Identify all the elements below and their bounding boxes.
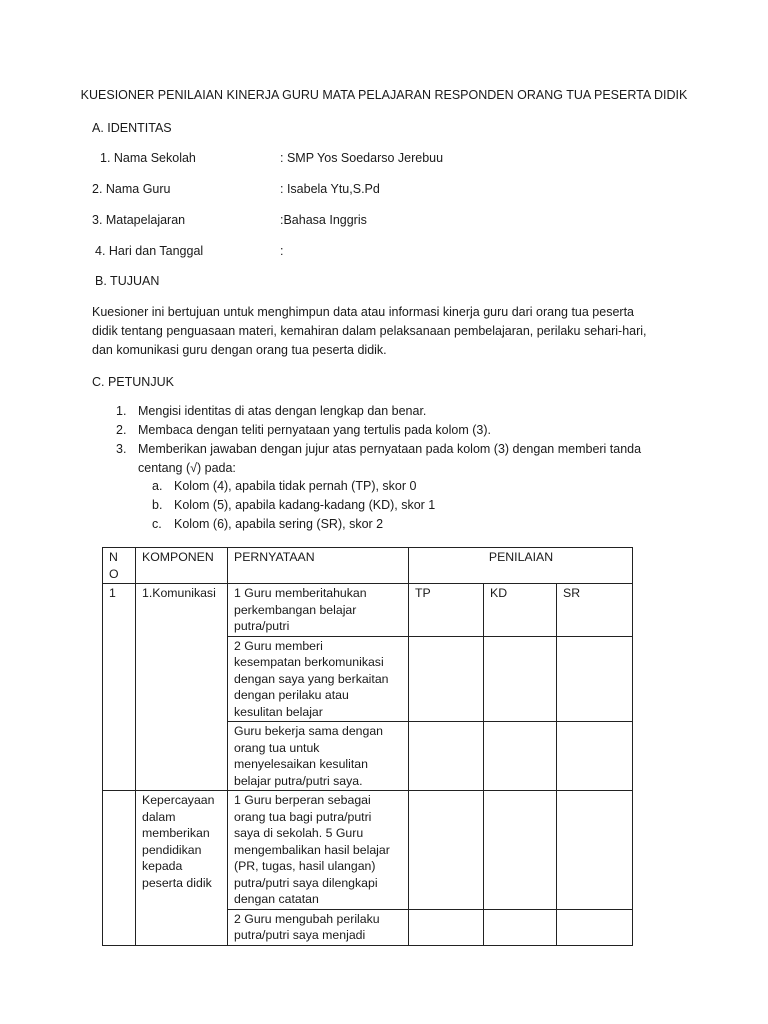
cell-no: 1 <box>103 584 136 791</box>
pernyataan-line: saya di sekolah. 5 Guru <box>234 826 364 840</box>
subitem-text: Kolom (5), apabila kadang-kadang (KD), skor 1 <box>174 498 436 512</box>
table-row <box>103 584 633 637</box>
cell-scale-tp: TP <box>409 584 484 637</box>
komponen-line: peserta didik <box>142 875 212 890</box>
pernyataan-line: 2 Guru memberi <box>234 638 323 653</box>
identitas-value-mapel: :Bahasa Inggris <box>280 213 367 227</box>
subitem-letter: c. <box>152 517 162 531</box>
identitas-value-tanggal: : <box>280 244 284 258</box>
komponen-line: pendidikan <box>142 842 202 857</box>
cell-answer-tp[interactable] <box>409 909 484 945</box>
pernyataan-line: 1 Guru berperan sebagai <box>234 793 371 807</box>
pernyataan-line: Guru bekerja sama dengan <box>234 724 384 738</box>
identitas-label-tanggal: 4. Hari dan Tanggal <box>95 244 204 258</box>
petunjuk-item-text: Membaca dengan teliti pernyataan yang tertulis pada kolom (3). <box>138 423 491 437</box>
cell-pernyataan <box>228 722 409 791</box>
pernyataan-line: menyelesaikan kesulitan <box>234 757 368 771</box>
pernyataan-line: dengan perilaku atau <box>234 688 349 702</box>
komponen-line: memberikan <box>142 826 210 840</box>
cell-scale-kd: KD <box>484 584 557 637</box>
identitas-label-guru: 2. Nama Guru <box>92 182 171 196</box>
petunjuk-item-text: Mengisi identitas di atas dengan lengkap dan benar. <box>138 404 427 418</box>
pernyataan-line: kesulitan belajar <box>234 704 323 719</box>
cell-pernyataan <box>228 636 409 722</box>
identitas-label-mapel: 3. Matapelajaran <box>92 213 186 227</box>
cell-pernyataan <box>228 909 409 945</box>
komponen-line: kepada <box>142 859 183 873</box>
cell-answer-kd[interactable] <box>484 636 557 722</box>
tujuan-paragraph-line-2: didik tentang penguasaan materi, kemahiran dalam pelaksanaan pembelajaran, perilaku sehari-hari, <box>92 324 647 338</box>
cell-answer-tp[interactable] <box>409 636 484 722</box>
table-row <box>103 791 633 910</box>
pernyataan-line: putra/putri <box>234 619 290 633</box>
cell-answer-sr[interactable] <box>557 722 633 791</box>
subitem-letter: a. <box>152 479 163 493</box>
cell-no <box>103 791 136 946</box>
cell-pernyataan <box>228 584 409 637</box>
cell-answer-kd[interactable] <box>484 909 557 945</box>
header-komponen: KOMPONEN <box>136 548 228 584</box>
cell-komponen: 1.Komunikasi <box>136 584 228 791</box>
identitas-value-guru: : Isabela Ytu,S.Pd <box>280 182 380 196</box>
pernyataan-line: belajar putra/putri saya. <box>234 773 363 788</box>
petunjuk-item-number: 1. <box>116 404 127 418</box>
pernyataan-line: (PR, tugas, hasil ulangan) <box>234 859 376 873</box>
identitas-label-sekolah: 1. Nama Sekolah <box>100 151 196 165</box>
section-identitas-heading: A. IDENTITAS <box>92 121 172 135</box>
subitem-text: Kolom (4), apabila tidak pernah (TP), skor 0 <box>174 479 417 493</box>
pernyataan-line: orang tua untuk <box>234 740 320 755</box>
cell-answer-sr[interactable] <box>557 909 633 945</box>
identitas-value-sekolah: : SMP Yos Soedarso Jerebuu <box>280 151 444 165</box>
pernyataan-line: kesempatan berkomunikasi <box>234 655 384 669</box>
header-penilaian: PENILAIAN <box>409 548 633 584</box>
kuesioner-table <box>102 547 633 946</box>
cell-answer-kd[interactable] <box>484 791 557 910</box>
petunjuk-item-text: centang (√) pada: <box>138 461 236 475</box>
pernyataan-line: dengan saya yang berkaitan <box>234 671 389 686</box>
tujuan-paragraph-line-3: dan komunikasi guru dengan orang tua peserta didik. <box>92 343 387 357</box>
subitem-letter: b. <box>152 498 163 512</box>
header-no-line2: O <box>109 566 119 581</box>
komponen-line: dalam <box>142 809 176 824</box>
pernyataan-line: 1 Guru memberitahukan <box>234 586 367 600</box>
header-pernyataan: PERNYATAAN <box>228 548 409 584</box>
pernyataan-line: putra/putri saya dilengkapi <box>234 875 378 890</box>
cell-answer-sr[interactable] <box>557 636 633 722</box>
section-tujuan-heading: B. TUJUAN <box>95 274 160 288</box>
cell-answer-tp[interactable] <box>409 791 484 910</box>
cell-answer-tp[interactable] <box>409 722 484 791</box>
cell-answer-sr[interactable] <box>557 791 633 910</box>
pernyataan-line: orang tua bagi putra/putri <box>234 809 372 824</box>
cell-komponen <box>136 791 228 946</box>
cell-scale-sr: SR <box>557 584 633 637</box>
pernyataan-line: dengan catatan <box>234 892 319 906</box>
cell-pernyataan <box>228 791 409 910</box>
header-no-line1: N <box>109 550 118 564</box>
table-header-row <box>103 548 633 584</box>
pernyataan-line: perkembangan belajar <box>234 602 357 617</box>
pernyataan-line: mengembalikan hasil belajar <box>234 842 390 857</box>
komponen-line: Kepercayaan <box>142 793 215 807</box>
subitem-text: Kolom (6), apabila sering (SR), skor 2 <box>174 517 384 531</box>
pernyataan-line: putra/putri saya menjadi <box>234 928 366 942</box>
petunjuk-item-text: Memberikan jawaban dengan jujur atas pernyataan pada kolom (3) dengan memberi tanda <box>138 442 642 456</box>
petunjuk-item-number: 2. <box>116 423 127 437</box>
cell-answer-kd[interactable] <box>484 722 557 791</box>
petunjuk-item-number: 3. <box>116 442 127 456</box>
section-petunjuk-heading: C. PETUNJUK <box>92 375 174 389</box>
tujuan-paragraph-line-1: Kuesioner ini bertujuan untuk menghimpun data atau informasi kinerja guru dari orang tua peserta <box>92 305 634 319</box>
header-no <box>103 548 136 584</box>
pernyataan-line: 2 Guru mengubah perilaku <box>234 911 380 926</box>
document-title: KUESIONER PENILAIAN KINERJA GURU MATA PELAJARAN RESPONDEN ORANG TUA PESERTA DIDIK <box>80 88 688 102</box>
